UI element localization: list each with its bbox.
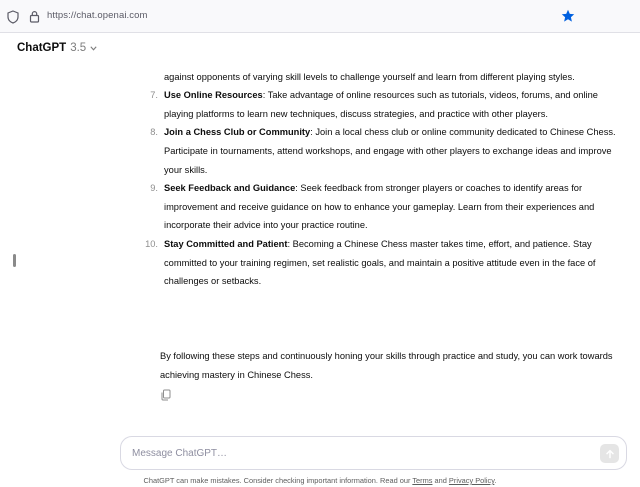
closing-paragraph: By following these steps and continuously honing your skills through practice and study, you can work towards achieving mastery in Chinese Chess. bbox=[160, 351, 613, 380]
list-number: 9. bbox=[150, 183, 158, 194]
list-item-text: against opponents of varying skill levels to challenge yourself and learn from different playing styles. bbox=[164, 71, 575, 82]
list-number: 10. bbox=[145, 238, 158, 249]
arrow-up-icon bbox=[605, 449, 615, 459]
footer-disclaimer bbox=[0, 476, 640, 485]
model-selector[interactable] bbox=[17, 42, 97, 54]
list-item-title: Stay Committed and Patient bbox=[164, 238, 288, 249]
list-item-text: : Becoming a Chinese Chess master takes time, effort, and patience. Stay committed to your training regimen, set realistic goals, and maintain a positive attitude even in the face of challenges or setbacks. bbox=[164, 238, 596, 287]
message-input[interactable] bbox=[132, 445, 572, 461]
privacy-policy-link[interactable]: Privacy Policy bbox=[448, 476, 495, 485]
app-header bbox=[0, 33, 640, 63]
shield-icon[interactable] bbox=[7, 10, 19, 24]
conversation-area bbox=[0, 58, 640, 436]
list-item bbox=[136, 123, 616, 179]
list-item bbox=[136, 179, 616, 235]
disclaimer-text: ChatGPT can make mistakes. Consider checking important information. Read our bbox=[143, 476, 413, 485]
terms-link[interactable]: Terms bbox=[412, 476, 433, 485]
list-number: 7. bbox=[150, 90, 158, 101]
list-item-title: Use Online Resources bbox=[164, 90, 263, 101]
disclaimer-suffix: . bbox=[494, 476, 497, 485]
send-button[interactable] bbox=[600, 444, 619, 463]
list-item-title: Seek Feedback and Guidance bbox=[164, 183, 296, 194]
model-name: ChatGPT bbox=[17, 42, 67, 54]
list-item bbox=[136, 235, 616, 291]
copy-icon[interactable] bbox=[160, 389, 172, 401]
tips-list bbox=[136, 58, 616, 291]
model-version: 3.5 bbox=[70, 42, 87, 54]
disclaimer-and: and bbox=[432, 476, 449, 485]
list-number: 8. bbox=[150, 127, 158, 138]
message-composer bbox=[120, 436, 627, 470]
browser-url-bar bbox=[0, 0, 640, 33]
list-item-text: : Seek feedback from stronger players or coaches to identify areas for improvement and receive guidance on how to enhance your gameplay. Learn from their experiences and incorporate their advice into your practice routine. bbox=[164, 183, 595, 231]
url-field[interactable]: https://chat.openai.com bbox=[47, 10, 148, 21]
list-item-title: Join a Chess Club or Community bbox=[164, 127, 311, 138]
list-item bbox=[136, 86, 616, 123]
chevron-down-icon bbox=[90, 46, 97, 51]
lock-icon[interactable] bbox=[29, 10, 40, 23]
bookmark-star-icon[interactable] bbox=[561, 9, 575, 23]
list-item-text: : Take advantage of online resources such as tutorials, videos, forums, and online playing platforms to learn new techniques, discuss strategies, and practice with other players. bbox=[164, 90, 598, 119]
list-item-text: : Join a local chess club or online community dedicated to Chinese Chess. Participate in tournaments, attend workshops, and engage with other players to exchange ideas and improve your skills. bbox=[164, 127, 616, 175]
